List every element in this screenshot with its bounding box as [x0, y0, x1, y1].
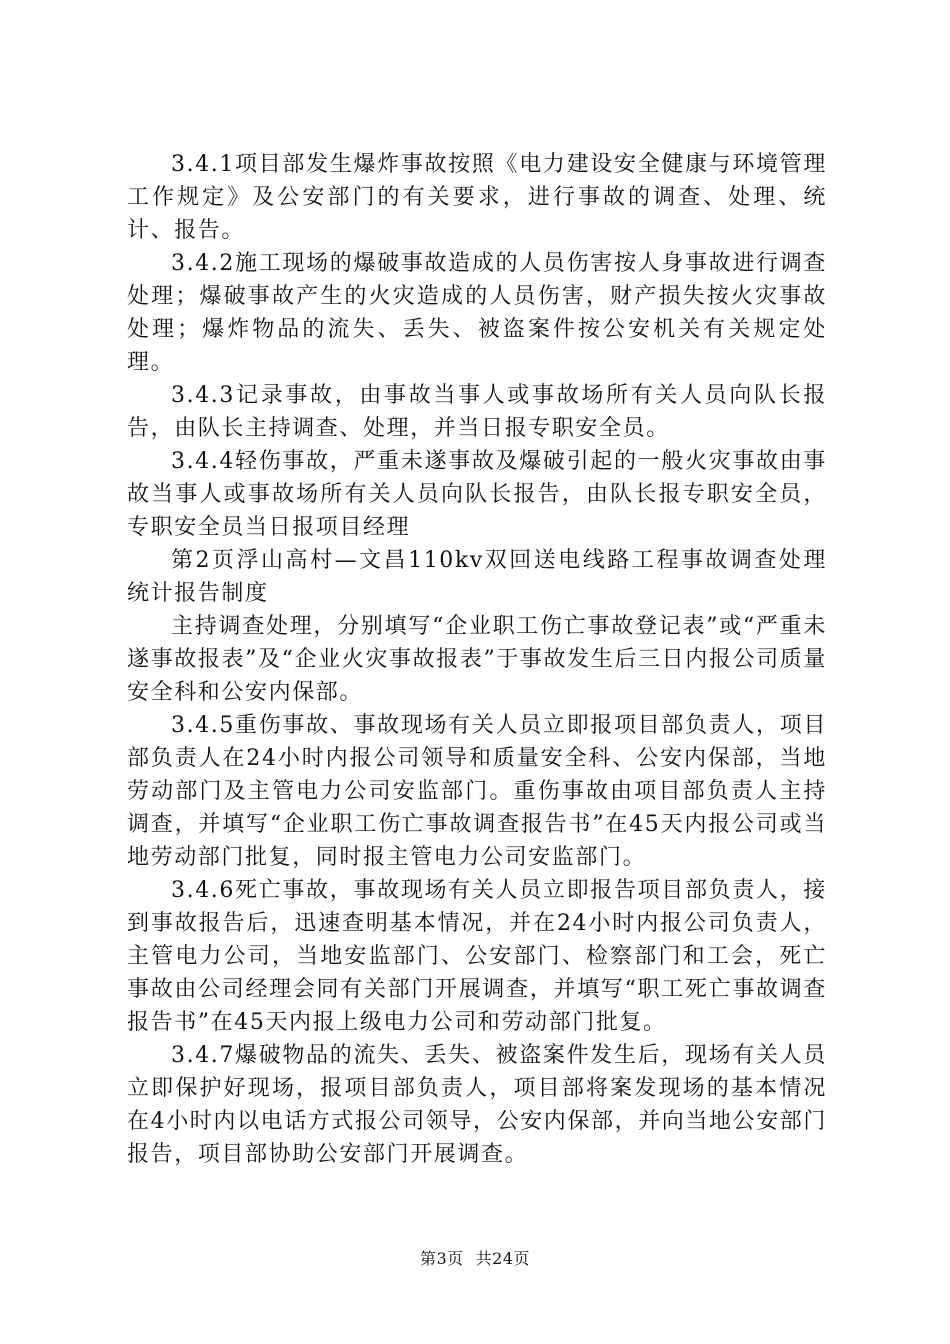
page-footer — [0, 1249, 950, 1269]
paragraph-3-4-7: 3.4.7爆破物品的流失、丢失、被盗案件发生后，现场有关人员立即保护好现场，报项目部负责人，项目部将案发现场的基本情况在4小时内以电话方式报公司领导，公安内保部，并向当地公安部门报告，项目部协助公安部门开展调查。 — [127, 1043, 827, 1167]
paragraph-3-4-6: 3.4.6死亡事故，事故现场有关人员立即报告项目部负责人，接到事故报告后，迅速查明基本情况，并在24小时内报公司负责人，主管电力公司，当地安监部门、公安部门、检察部门和工会，死亡事故由公司经理会同有关部门开展调查，并填写“职工死亡事故调查报告书”在45天内报上级电力公司和劳动部门批复。 — [127, 878, 827, 1035]
page-total: 共24页 — [475, 1249, 531, 1268]
paragraph-3-4-1: 3.4.1项目部发生爆炸事故按照《电力建设安全健康与环境管理工作规定》及公安部门的有关要求，进行事故的调查、处理、统计、报告。 — [127, 152, 827, 243]
paragraph-page-header-note: 第2页浮山高村—文昌110kv双回送电线路工程事故调查处理统计报告制度 — [127, 548, 827, 606]
paragraph-3-4-5: 3.4.5重伤事故、事故现场有关人员立即报项目部负责人，项目部负责人在24小时内报公司领导和质量安全科、公安内保部，当地劳动部门及主管电力公司安监部门。重伤事故由项目部负责人主持调查，并填写“企业职工伤亡事故调查报告书”在45天内报公司或当地劳动部门批复，同时报主管电力公司安监部门。 — [127, 713, 827, 870]
paragraph-3-4-3: 3.4.3记录事故，由事故当事人或事故场所有关人员向队长报告，由队长主持调查、处理，并当日报专职安全员。 — [127, 383, 827, 441]
paragraph-continuation: 主持调查处理，分别填写“企业职工伤亡事故登记表”或“严重未遂事故报表”及“企业火灾事故报表”于事故发生后三日内报公司质量安全科和公安内保部。 — [127, 614, 827, 705]
page-number: 第3页 — [419, 1249, 464, 1268]
paragraph-3-4-2: 3.4.2施工现场的爆破事故造成的人员伤害按人身事故进行调查处理；爆破事故产生的火灾造成的人员伤害，财产损失按火灾事故处理；爆炸物品的流失、丢失、被盗案件按公安机关有关规定处理。 — [127, 251, 827, 375]
paragraph-3-4-4: 3.4.4轻伤事故，严重未遂事故及爆破引起的一般火灾事故由事故当事人或事故场所有关人员向队长报告，由队长报专职安全员，专职安全员当日报项目经理 — [127, 449, 827, 540]
document-body — [127, 148, 827, 1171]
